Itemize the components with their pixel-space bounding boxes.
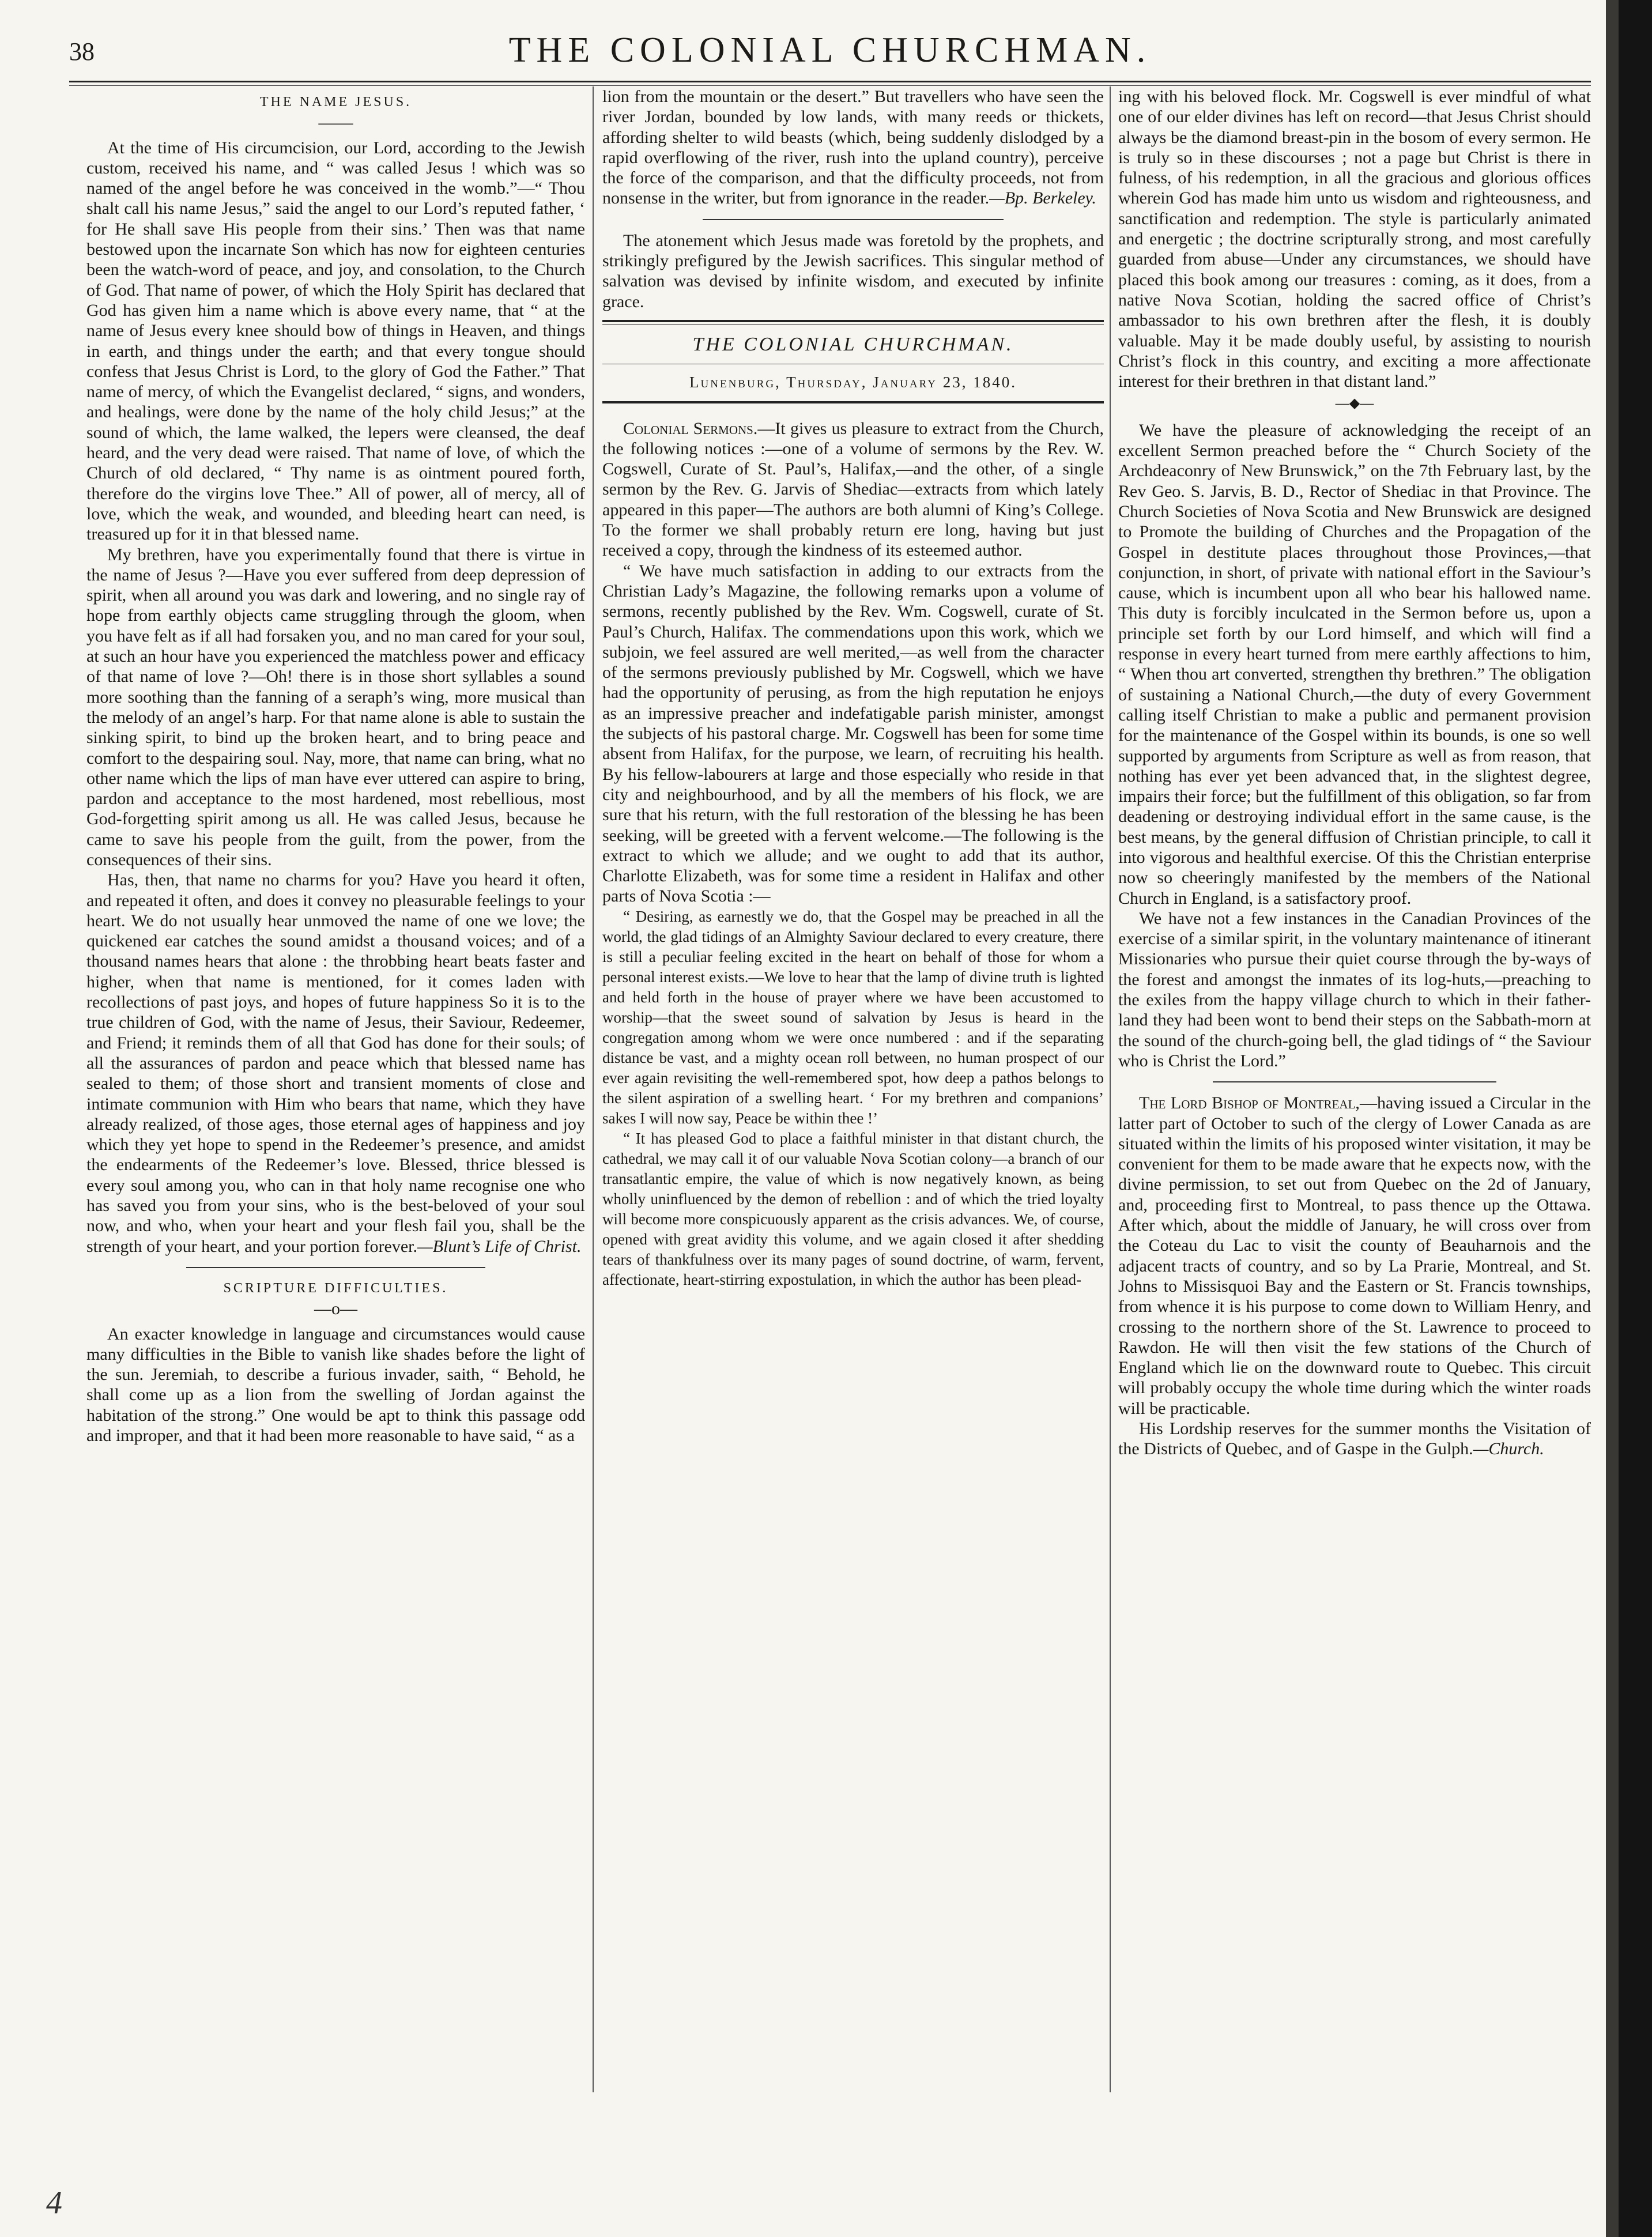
paragraph	[602, 418, 1104, 561]
page-header	[69, 30, 1591, 82]
paragraph-lead: The Lord Bishop of Montreal,	[1139, 1093, 1360, 1113]
attribution: —Church.	[1473, 1439, 1544, 1459]
paragraph-text: Has, then, that name no charms for you? Have you heard it often, and repeated it often, and does it convey no pleasurable feelings to your heart. We do not usually hear unmoved the name of one we love; the quickened ear catches the sound amidst a thousand voices; and of a thousand names hears that alone : the throbbing heart beats faster and higher, when that name is mentioned, for it comes laden with recollections of past joys, and hopes of future happiness So it is to the true children of God, with the name of Jesus, their Saviour, Redeemer, and Friend; it reminds them of all that God has done for their souls; of all the assurances of pardon and peace which that blessed name has sealed to them; of those short and transient moments of close and intimate communion with Him who bears that name, which they have already realized, of those ages, those eternal ages of happiness and joy which they yet hope to spend in the Redeemer’s presence, and amidst the endearments of the Redeemer’s love. Blessed, thrice blessed is every soul among you, who can in that holy name recognise one who has saved you from your sins, who is the best-beloved of your soul now, and who, when your heart and your flesh fail you, shall be the strength of your heart, and your portion forever.	[86, 870, 585, 1256]
quoted-paragraph: “ Desiring, as earnestly we do, that the Gospel may be preached in all the world, the glad tidings of an Almighty Saviour declared to every creature, there is still a peculiar feeling excited in the heart on behalf of those for whom a personal interest exists.—We love to hear that the lamp of divine truth is lighted and held forth in the house of prayer where we have been accustomed to worship—that the sweet sound of salvation by Jesus is heard in the congregation among whom we were once numbered : and if the separating distance be vast, and a mighty ocean roll between, no human prospect of our ever again revisiting the well-remembered spot, how deep a pathos belongs to the silent aspiration of a swelling heart. ‘ For my brethren and companions’ sakes I will now say, Peace be within thee !’	[602, 907, 1104, 1127]
paragraph: An exacter knowledge in language and circumstances would cause many difficulties in the Bible to vanish like shades before the light of the sun. Jeremiah, to describe a furious invader, saith, “ Behold, he shall come up as a lion from the swelling of Jordan against the habitation of the strong.” One would be apt to think this passage odd and improper, and that it had been more reasonable to have said, “ as a	[86, 1324, 585, 1445]
column-right	[1118, 86, 1591, 2098]
paragraph-lead: Colonial Sermons.	[623, 418, 758, 438]
handwritten-mark: 4	[46, 2185, 62, 2221]
article-title-scripture-difficulties: SCRIPTURE DIFFICULTIES.	[223, 1280, 448, 1296]
header-rule-thin	[69, 85, 1591, 86]
paragraph: We have the pleasure of acknowledging the receipt of an excellent Sermon preached before the “ Church Society of the Archdeaconry of New Brunswick,” on the 7th February last, by the Rev Geo. S. Jarvis, B. D., Rector of Shediac in that Province. The Church Societies of Nova Scotia and New Brunswick are designed to Promote the building of Churches and the Propagation of the Gospel in destitute places throughout those Provinces,—that conjunction, in short, of private with national effort in the Saviour’s cause, which is incumbent upon all who bear his hallowed name. This duty is forcibly inculcated in the Sermon before us, upon a principle set forth by our Lord himself, and which will find a response in every heart turned from mere earthly affections to him, “ When thou art converted, strengthen thy brethren.” The obligation of sustaining a National Church,—the duty of every Government calling itself Christian to make a public and permanent provision for the maintenance of the Gospel within its bounds, is one so well supported by arguments from Scripture as well as from reason, that nothing has ever yet been advanced that, in the slightest degree, impairs their force; but the fulfillment of this obligation, so far from deadening or destroying individual effort in the same cause, is the best means, by the general diffusion of Christian principle, to call it into vigorous and healthful exercise. Of this the Christian enterprise now so cheeringly manifested by the members of the National Church in England, is a satisfactory proof.	[1118, 420, 1591, 908]
title-dash: ——	[318, 113, 353, 133]
paragraph-text: —having issued a Circular in the latter part of October to such of the clergy of Lower Canada as are situated within the limits of his proposed winter visitation, it may be convenient for them to be made aware that he expects now, with the divine permission, to set out from Quebec on the 2d of January, and, proceeding first to Montreal, to pass thence up the Ottawa. After which, about the middle of January, he will cross over from the Coteau du Lac to visit the county of Beauharnois and the adjacent tracts of country, and so by La Prarie, Montreal, and St. Johns to Missisquoi Bay and the Eastern or St. Francis townships, from whence it is his purpose to come down to William Henry, and crossing to the northern shore of the St. Lawrence to proceed to Rawdon. He will then visit the few stations of the Church of England which lie on the downward route to Quebec. This circuit will probably occupy the whole time during which the winter roads will be practicable.	[1118, 1093, 1591, 1418]
column-divider-1	[593, 86, 594, 2092]
editorial-rule-bottom	[602, 401, 1104, 403]
column-divider-2	[1110, 86, 1111, 2092]
dateline: Lunenburg, Thursday, January 23, 1840.	[689, 374, 1017, 391]
article-title-name-jesus: THE NAME JESUS.	[259, 95, 412, 110]
paragraph: The atonement which Jesus made was foretold by the prophets, and strikingly prefigured by the Jewish sacrifices. This singular method of salvation was devised by infinite wisdom, and executed by infinite grace.	[602, 231, 1104, 311]
paragraph: ing with his beloved flock. Mr. Cogswell is ever mindful of what one of our elder divines has left on record—that Jesus Christ should always be the diamond breast-pin in the bosom of every sermon. He is truly so in these discourses ; not a page but Christ is there in fulness, of his redemption, in all the gracious and glorious offices wherein God has made him unto us wisdom and righteousness, and sanctification and redemption. The style is particularly animated and energetic ; the doctrine scripturally strong, and most carefully guarded from abuse—Under any circumstances, we should have placed this book among our treasures : coming, as it does, from a native Nova Scotian, holding the sacred office of Christ’s ambassador to his own brethren after the flesh, it is doubly valuable. May it be made doubly useful, by assisting to nourish Christ’s flock in this country, and exciting a more affectionate interest for their brethren in that distant land.”	[1118, 87, 1591, 391]
column-left	[86, 86, 585, 2098]
editorial-rule-top	[602, 320, 1104, 322]
editorial-title: THE COLONIAL CHURCHMAN.	[692, 333, 1014, 355]
ornament-divider: —◆—	[1335, 396, 1374, 412]
header-rule	[69, 81, 1591, 82]
paragraph	[1118, 1419, 1591, 1459]
attribution: —Bp. Berkeley.	[989, 188, 1096, 208]
section-separator	[186, 1267, 485, 1268]
title-dash: —o—	[314, 1299, 357, 1319]
paragraph-text: —It gives us pleasure to extract from the Church, the following notices :—one of a volume of sermons by the Rev. W. Cogswell, Curate of St. Paul’s, Halifax,—and the other, of a single sermon by the Rev. G. Jarvis of Shediac—extracts from which lately appeared in this paper—The authors are both alumni of King’s College. To the former we shall probably return ere long, having but just received a copy, through the kindness of its esteemed author.	[602, 418, 1104, 560]
binding-shadow	[1606, 0, 1619, 2237]
paragraph-text: lion from the mountain or the desert.” But travellers who have seen the river Jordan, bounded by low lands, with many reeds or thickets, affording shelter to wild beasts (which, being suddenly dislodged by a rapid overflowing of the river, rush into the upland country), perceive the force of the comparison, and that the difficulty proceeds, not from nonsense in the writer, but from ignorance in the reader.	[602, 87, 1104, 208]
section-separator	[703, 219, 1004, 220]
quoted-paragraph: “ It has pleased God to place a faithful minister in that distant church, the cathedral, we may call it of our valuable Nova Scotian colony—a branch of our transatlantic empire, the value of which is now negatively known, as being wholly uninfluenced by the demon of rebellion : and of which the tried loyalty will become more conspicuously apparent as the crisis advances. We, of course, opened with great avidity this volume, and we again closed it after shedding tears of thankfulness over its many pages of sound doctrine, of warm, fervent, affectionate, heart-stirring expostulation, in which the author has been plead-	[602, 1129, 1104, 1288]
attribution: —Blunt’s Life of Christ.	[417, 1236, 582, 1256]
paragraph: My brethren, have you experimentally found that there is virtue in the name of Jesus ?—Have you ever suffered from deep depression of spirit, when all around you was dark and lowering, and no single ray of hope from earthly objects came struggling through the gloom, when you have felt as if all had forsaken you, and no man cared for your soul, at such an hour have you experienced the matchless power and efficacy of that name of love ?—Oh! there is in those short syllables a sound more soothing than the fanning of a seraph’s wing, more musical than the melody of an angel’s harp. For that name alone is able to sustain the sinking spirit, to bind up the broken heart, and to bring peace and comfort to the despairing soul. Nay, more, that name can bring, what no other name which the lips of man have ever uttered can aspire to bring, pardon and acceptance to the most hardened, most rebellious, most God-forgetting spirit among us all. He was called Jesus, because he came to save his people from the guilt, from the power, from the consequences of their sins.	[86, 545, 585, 869]
binding-edge	[1619, 0, 1652, 2237]
paragraph	[86, 870, 585, 1257]
paragraph	[602, 86, 1104, 209]
paragraph: We have not a few instances in the Canadian Provinces of the exercise of a similar spirit, in the voluntary maintenance of itinerant Missionaries who pursue their quiet course through the by-ways of the forest and amongst the inmates of its log-huts,—preaching to the exiles from the happy village church to which in their father-land they had been wont to bend their steps on the Sabbath-morn at the sound of the church-going bell, the glad tidings of “ the Saviour who is Christ the Lord.”	[1118, 908, 1591, 1070]
masthead: THE COLONIAL CHURCHMAN.	[508, 31, 1152, 70]
page-number: 38	[69, 37, 95, 66]
paragraph: “ We have much satisfaction in adding to our extracts from the Christian Lady’s Magazine, the following remarks upon a volume of sermons, recently published by the Rev. Wm. Cogswell, curate of St. Paul’s Church, Halifax. The commendations upon this work, which we subjoin, we feel assured are well merited,—as well from the character of the sermons previously published by Mr. Cogswell, which we have had the opportunity of perusing, as from the high reputation he enjoys as an impressive preacher and indefatigable parish minister, amongst the subjects of his pastoral charge. Mr. Cogswell has been for some time absent from Halifax, for the purpose, we learn, of recruiting his health. By his fellow-labourers at large and those especially who reside in that city and neighbourhood, and by all the members of his flock, we are sure that his return, with the full restoration of the blessing he has been seeking, will be greeted with a fervent welcome.—The following is the extract to which we allude; and we ought to add that its author, Charlotte Elizabeth, was for some time a resident in Halifax and other parts of Nova Scotia :—	[602, 561, 1104, 906]
paragraph	[1118, 1093, 1591, 1419]
paragraph: At the time of His circumcision, our Lord, according to the Jewish custom, received his name, and “ was called Jesus ! which was so named of the angel before he was conceived in the womb.”—“ Thou shalt call his name Jesus,” said the angel to our Lord’s reputed father, ‘ for He shall save His people from their sins.’ Then was that name bestowed upon the incarnate Son which has now for eighteen centuries been the watch-word of peace, and joy, and consolation, to the Church of God. That name of power, of which the Holy Spirit has declared that God has given him a name which is above every name, that “ at the name of Jesus every knee should bow of things in Heaven, and things in earth, and things under the earth; and that every tongue should confess that Jesus Christ is Lord, to the glory of God the Father.” That name of mercy, of which the Evangelist declared, “ signs, and wonders, and healings, were done by the name of the holy child Jesus;” at the sound of which, the lame walked, the lepers were cleansed, the deaf heard, and the very dead were raised. That name of love, of which the Church of old declared, “ Thy name is as ointment poured forth, therefore do the virgins love Thee.” All of power, all of mercy, all of love, which the weak, and wounded, and bleeding heart can need, is treasured up for it in that blessed name.	[86, 138, 585, 544]
section-separator	[1213, 1081, 1496, 1082]
column-middle	[602, 86, 1104, 2098]
paragraph-text: His Lordship reserves for the summer months the Visitation of the Districts of Quebec, and of Gaspe in the Gulph.	[1118, 1419, 1591, 1459]
